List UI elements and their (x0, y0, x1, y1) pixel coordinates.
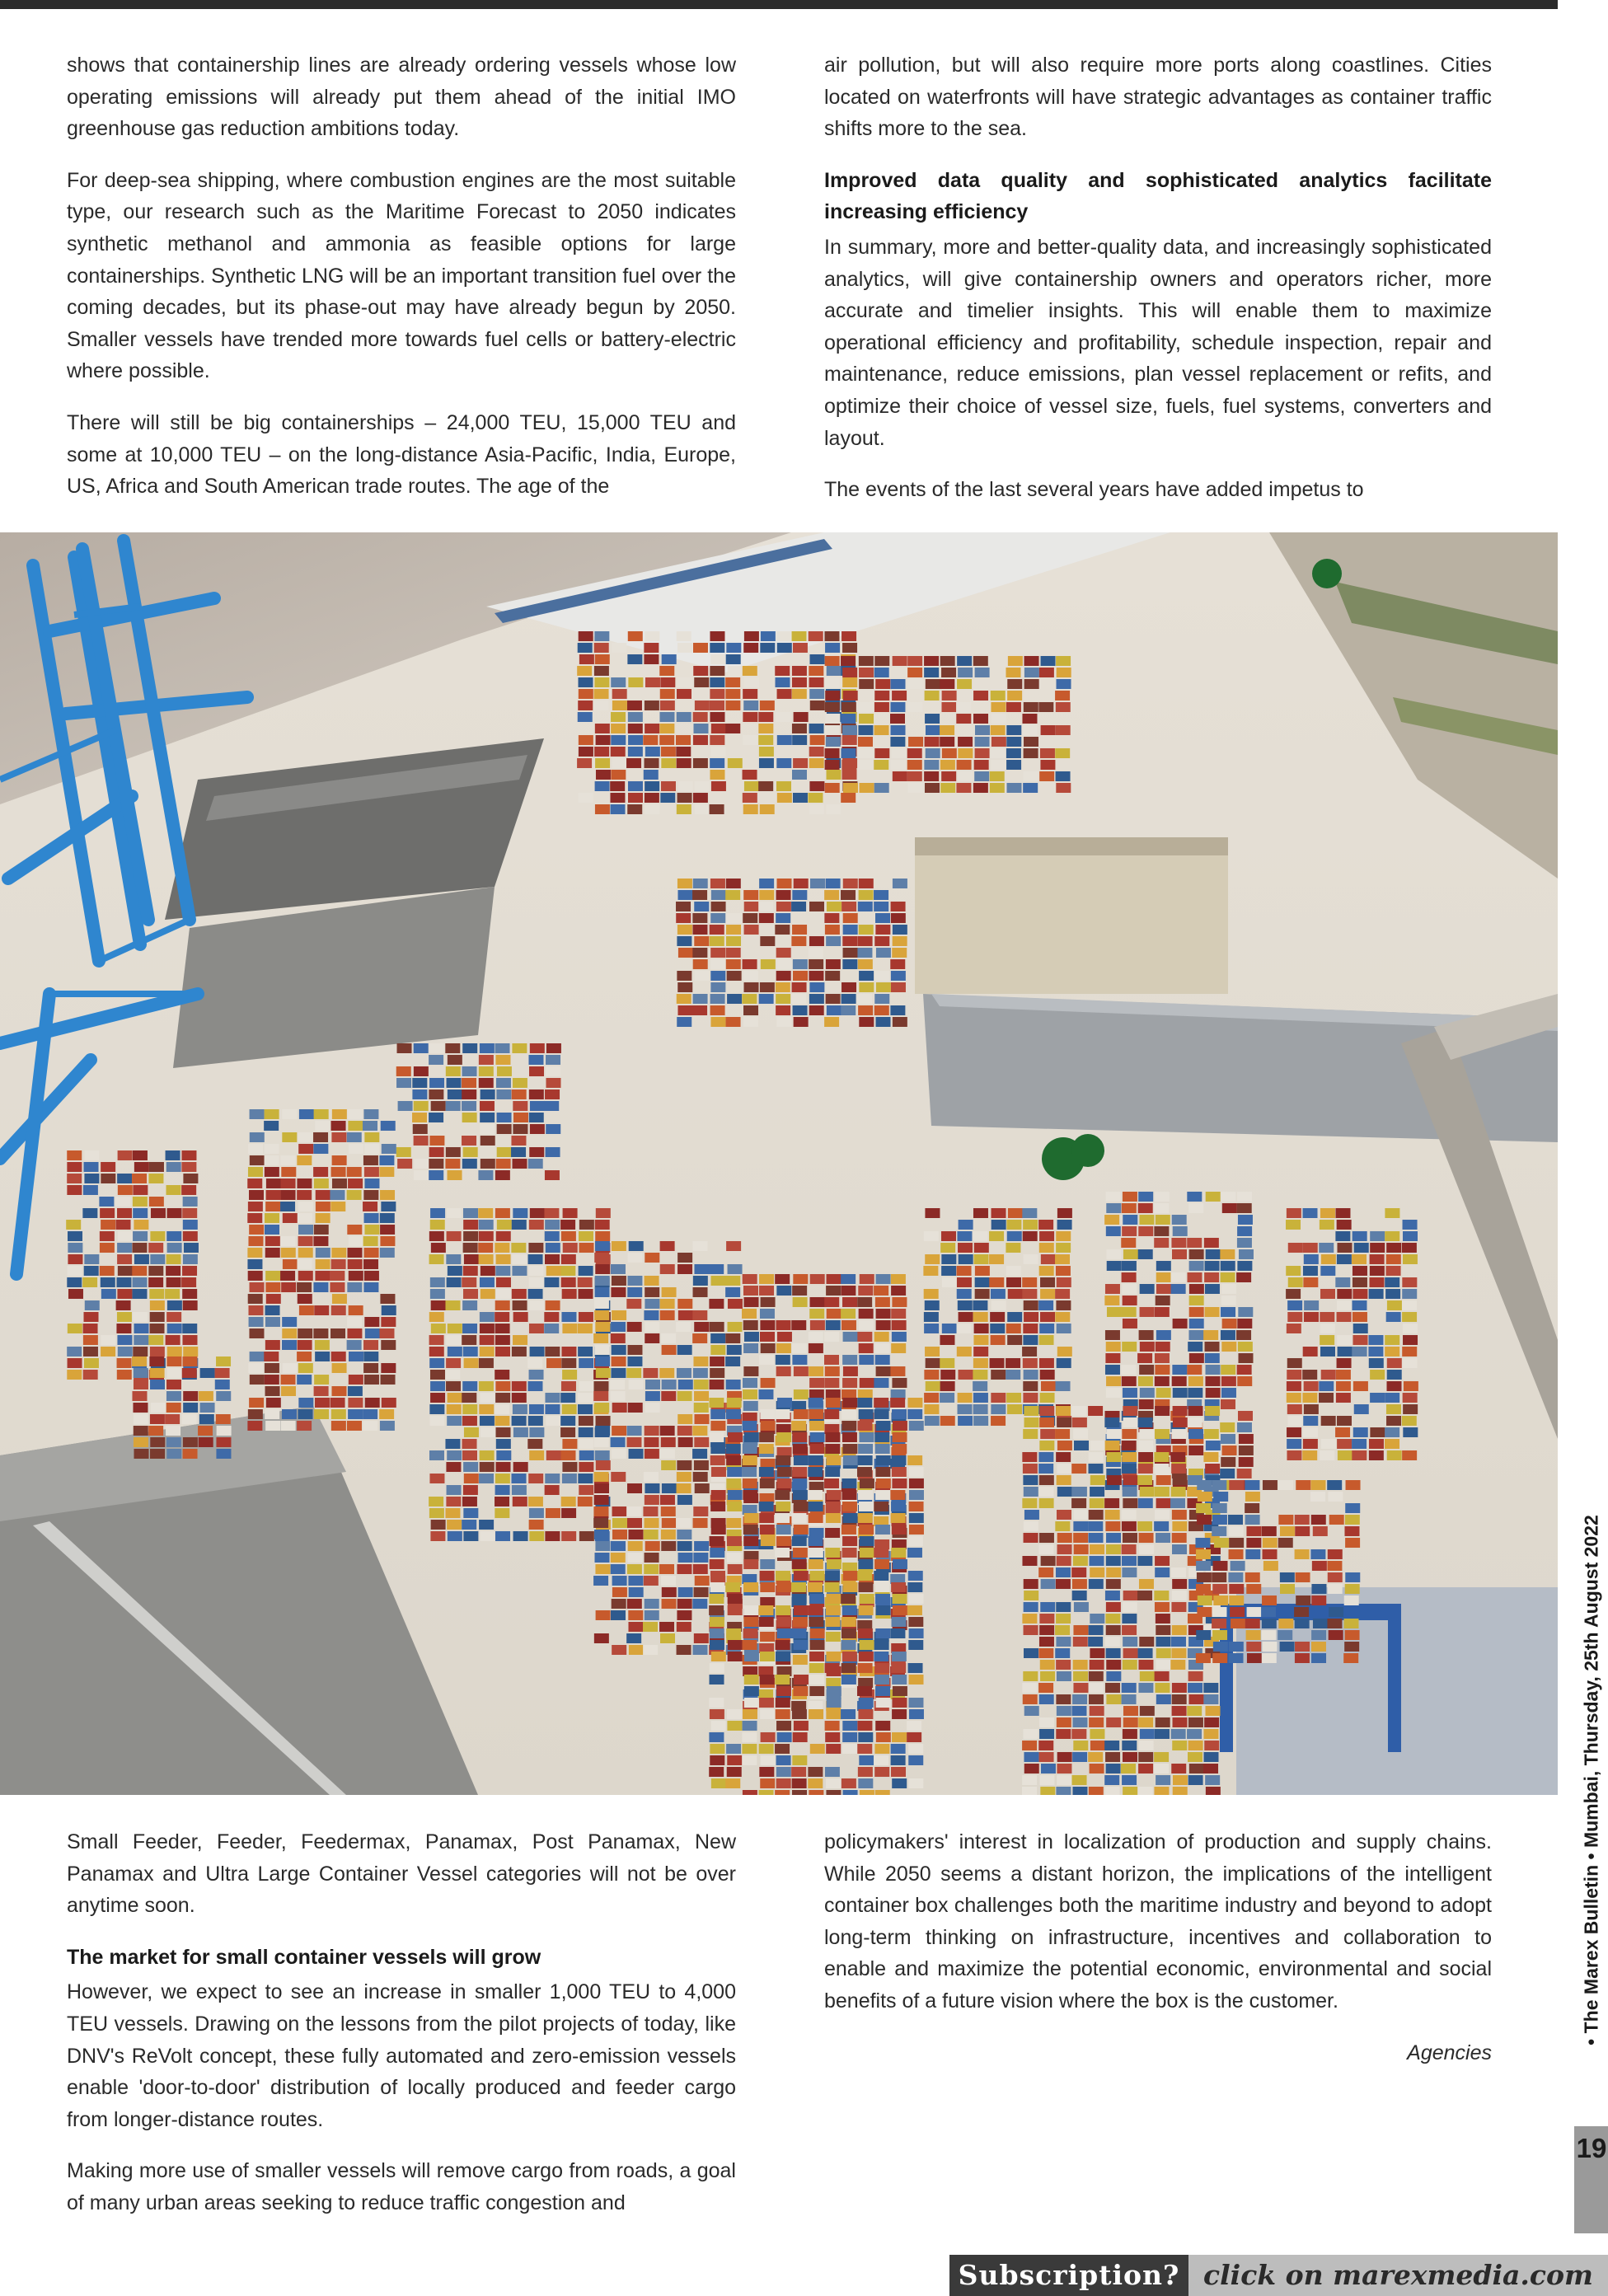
subscription-link[interactable]: click on marexmedia.com (1188, 2255, 1608, 2296)
article-column-top-left (67, 49, 736, 522)
top-rule (0, 0, 1558, 9)
section-heading: The market for small container vessels will grow (67, 1945, 541, 1969)
paragraph: The events of the last several years have added impetus to (824, 478, 1364, 502)
paragraph: Small Feeder, Feeder, Feedermax, Panamax, Post Panamax, New Panamax and Ultra Large Container Vessel categories will not be over anytime soon. (67, 1830, 736, 1918)
subscription-banner[interactable] (949, 2255, 1608, 2296)
section-heading: Improved data quality and sophisticated analytics facilitate increasing efficiency (824, 168, 1492, 224)
paragraph: In summary, more and better-quality data, and increasingly sophisticated analytics, will give containership owners and operators richer, more accurate and timelier insights. This will enable them to maximize operational efficiency and profitability, schedule inspection, repair and maintenance, reduce emissions, plan vessel replacement or refits, and optimize their choice of vessel size, fuels, fuel systems, converters and layout. (824, 235, 1492, 450)
article-column-top-right (824, 49, 1492, 526)
subscription-label[interactable]: Subscription? (949, 2255, 1188, 2296)
article-signature: Agencies (1407, 2041, 1492, 2064)
page-number: 19 (1574, 2126, 1608, 2233)
publication-line: • The Marex Bulletin • Mumbai, Thursday, 25th August 2022 (1580, 1515, 1602, 2045)
article-column-bottom-left (67, 1826, 736, 2239)
paragraph: There will still be big containerships – 24,000 TEU, 15,000 TEU and some at 10,000 TEU – on the long-distance Asia-Pacific, India, Europe, US, Africa and South American trade routes. The age of the (67, 410, 736, 499)
paragraph: For deep-sea shipping, where combustion engines are the most suitable type, our research such as the Maritime Forecast to 2050 indicates synthetic methanol and ammonia as feasible options for large containerships. Synthetic LNG will be an important transition fuel over the coming decades, but its phase-out may have already begun by 2050. Smaller vessels have trended more towards fuel cells or battery-electric where possible. (67, 168, 736, 383)
paragraph: shows that containership lines are already ordering vessels whose low operating emissions will already put them ahead of the initial IMO greenhouse gas reduction ambitions today. (67, 54, 736, 141)
article-column-bottom-right (824, 1826, 1492, 2088)
paragraph: air pollution, but will also require more ports along coastlines. Cities located on waterfronts will have strategic advantages as container traffic shifts more to the sea. (824, 54, 1492, 141)
sidebar-tab (1574, 1483, 1608, 2130)
paragraph: policymakers' interest in localization of production and supply chains. While 2050 seems a distant horizon, the implications of the intelligent container box challenges both the maritime industry and beyond to adopt long-term thinking on infrastructure, incentives and collaboration to enable and maximize the potential economic, environmental and social benefits of a future vision where the box is the customer. (824, 1830, 1492, 2013)
paragraph: However, we expect to see an increase in smaller 1,000 TEU to 4,000 TEU vessels. Drawing on the lessons from the pilot projects of today, like DNV's ReVolt concept, these fully automated and zero-emission vessels enable 'door-to-door' distribution of locally produced and feeder cargo from longer-distance routes. (67, 1980, 736, 2131)
container-port-photo (0, 532, 1558, 1795)
paragraph: Making more use of smaller vessels will remove cargo from roads, a goal of many urban areas seeking to reduce traffic congestion and (67, 2159, 736, 2214)
